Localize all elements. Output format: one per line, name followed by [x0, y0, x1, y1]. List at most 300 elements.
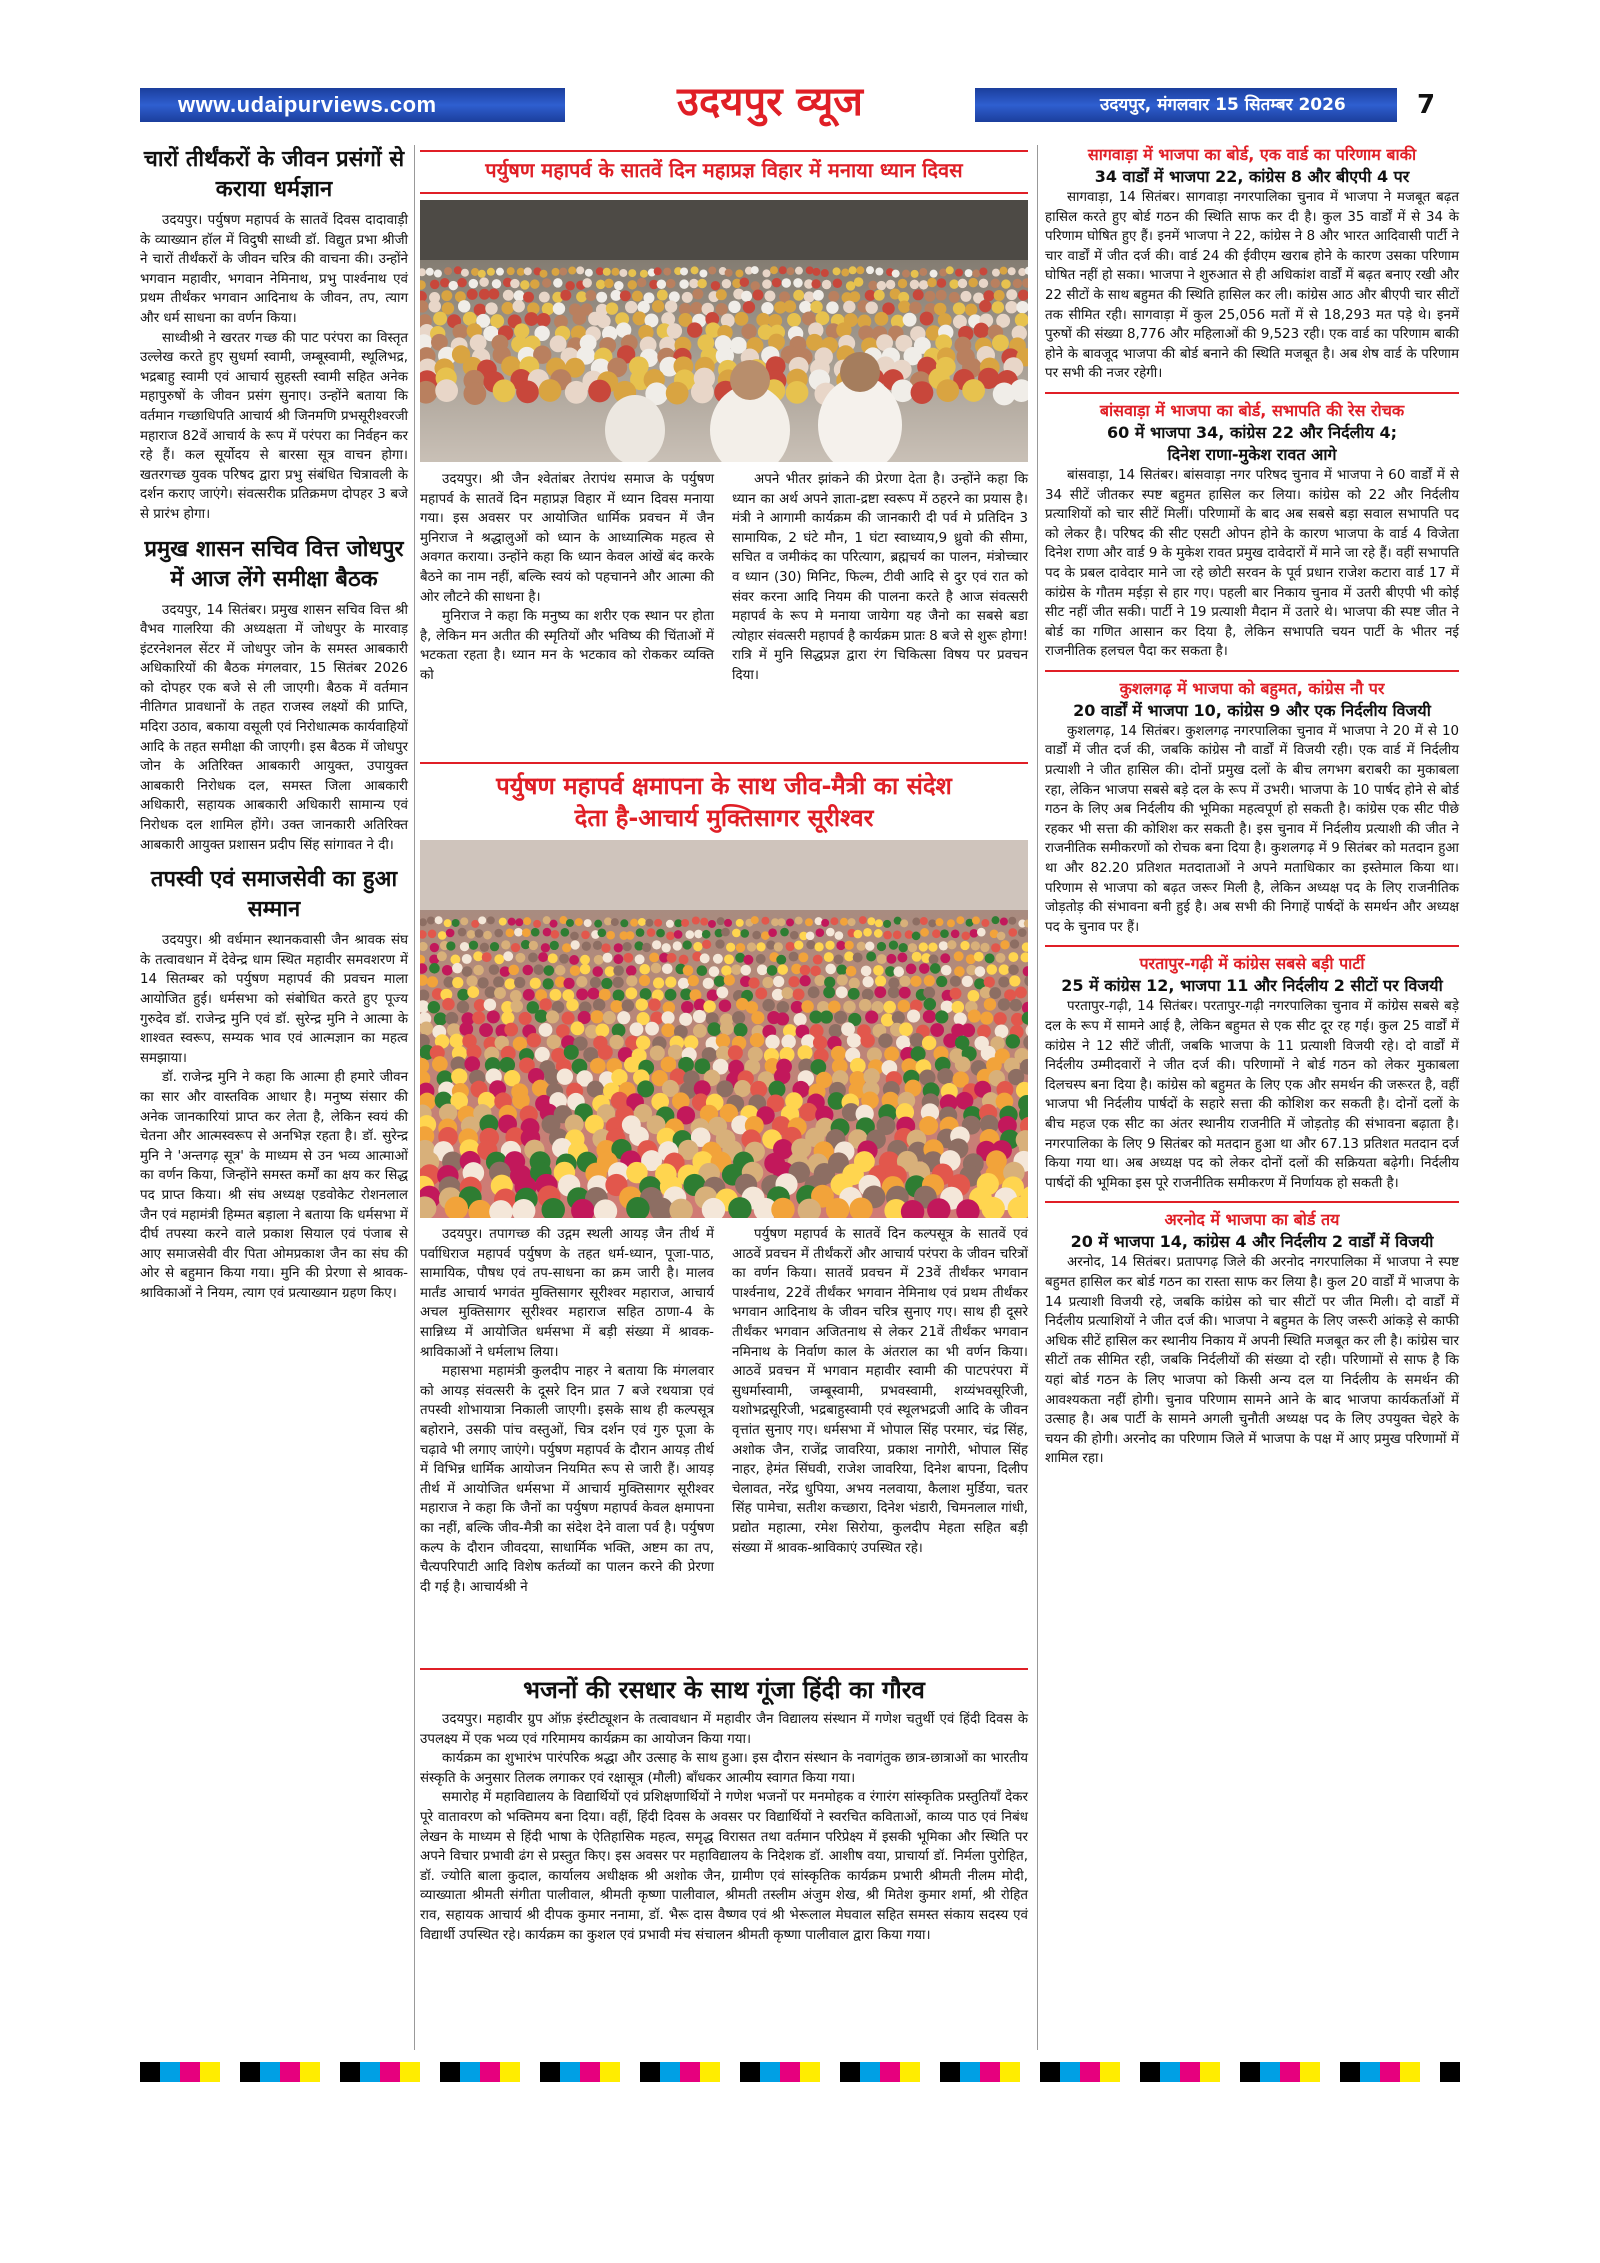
crowd-figure [493, 976, 504, 987]
crowd-figure [624, 1057, 640, 1073]
crowd-figure [648, 998, 661, 1011]
crowd-figure [452, 919, 460, 927]
crowd-figure [606, 931, 615, 940]
crowd-figure [442, 998, 455, 1011]
crowd-figure [681, 919, 689, 927]
crowd-figure [515, 953, 525, 963]
crowd-figure [762, 279, 771, 288]
crowd-figure [550, 989, 562, 1001]
crowd-figure [576, 988, 588, 1000]
crowd-figure [998, 998, 1011, 1011]
crowd-figure [813, 955, 823, 965]
crowd-figure [689, 279, 698, 288]
crowd-figure [426, 268, 434, 276]
crowd-figure [843, 1001, 856, 1014]
crowd-figure [980, 943, 989, 952]
crowd-figure [741, 291, 752, 302]
crowd-figure [893, 966, 904, 977]
crowd-figure [457, 1001, 470, 1014]
paragraph: उदयपुर। महावीर ग्रुप ऑफ़ इंस्टीट्यूशन के तत्वावधान में महावीर जैन विद्यालय संस्थान में गणेश चतुर्थी एवं हिंदी दिवस के उपलक्ष्य में एक भव्य एवं गरिमामय कार्यक्रम का आयोजन किया गया। [420, 1712, 1028, 1747]
crowd-figure [874, 290, 885, 301]
article-body-sagwara [1045, 188, 1459, 384]
crowd-figure [438, 931, 447, 940]
crowd-figure [692, 917, 700, 925]
crowd-figure [611, 918, 619, 926]
crowd-figure [697, 279, 706, 288]
crowd-figure [490, 942, 499, 951]
crowd-figure [429, 963, 440, 974]
crowd-figure [564, 1045, 579, 1060]
crowd-figure [849, 978, 860, 989]
paragraph: समारोह में महाविद्यालय के विद्यार्थियों एवं प्रशिक्षणार्थियों ने गणेश भजनों पर मनमोहक व रंगारंग सांस्कृतिक प्रस्तुतियाँ देकर पूरे वातावरण को भक्तिमय बना दिया। वहीं, हिंदी दिवस के अवसर पर विद्यार्थियों ने स्वरचित कविताओं, काव्य पाठ एवं निबंध लेखन के माध्यम से हिंदी भाषा के ऐतिहासिक महत्व, समृद्ध विरासत तथा वर्तमान परिप्रेक्ष्य में इसकी भूमिका और स्थिति पर अपने विचार प्रभावी ढंग से प्रस्तुत किए। इस अवसर पर महाविद्यालय के निदेशक डॉ. आशीष वया, प्राचार्या डॉ. निर्मला पुरोहित, डॉ. ज्योति बाला कुदाल, कार्यालय अधीक्षक श्री अशोक जैन, ग्रामीण एवं सांस्कृतिक कार्यक्रम प्रभारी श्रीमती नीलम मोदी, व्याख्याता श्रीमती संगीता पालीवाल, श्रीमती कृष्णा पालीवाल, श्रीमती तस्लीम अंजुम शेख, श्री मितेश कुमार शर्मा, श्री रोहित राव, सहायक आचार्य श्री दीपक कुमार ननामा, डॉ. भैरू दास वैष्णव एवं श्री भेरूलाल मेघवाल सहित समस्त संकाय सदस्य एवं विद्यार्थी उपस्थित रहे। कार्यक्रम का कुशल एवं प्रभावी मंच संचालन श्रीमती कृष्णा पालीवाल द्वारा किया गया। [420, 1790, 1028, 1943]
crowd-figure [968, 1009, 981, 1022]
crowd-figure [740, 277, 749, 286]
crowd-figure [877, 954, 887, 964]
left-column [140, 145, 408, 1304]
crowd-figure [694, 930, 703, 939]
divider [1045, 670, 1459, 672]
crowd-figure [661, 1023, 675, 1037]
crowd-figure [952, 1001, 965, 1014]
color-swatch [1000, 2062, 1020, 2082]
crowd-figure [920, 917, 928, 925]
crowd-figure [762, 977, 773, 988]
crowd-figure [972, 916, 980, 924]
crowd-figure [991, 943, 1000, 952]
crowd-figure [654, 267, 662, 275]
crowd-figure [507, 267, 515, 275]
crowd-figure [875, 919, 883, 927]
crowd-figure [862, 989, 874, 1001]
crowd-figure [645, 1022, 659, 1036]
crowd-figure [716, 289, 727, 300]
crowd-figure [892, 1011, 905, 1024]
crowd-figure [859, 999, 872, 1012]
crowd-figure [597, 314, 611, 328]
crowd-figure [836, 986, 848, 998]
crowd-figure [743, 301, 755, 313]
kshamapana-col1 [420, 1225, 714, 1597]
crowd-figure [435, 916, 443, 924]
crowd-figure [489, 964, 500, 975]
crowd-figure [570, 932, 579, 941]
crowd-figure [984, 998, 997, 1011]
crowd-figure [636, 1035, 650, 1049]
crowd-figure [846, 281, 855, 290]
article-title-banswara: बांसवाड़ा में भाजपा का बोर्ड, सभापति की रेस रोचक [1099, 400, 1405, 420]
crowd-figure [968, 278, 977, 287]
crowd-figure [848, 918, 856, 926]
crowd-figure [774, 942, 783, 951]
crowd-figure [726, 943, 735, 952]
crowd-figure [782, 987, 794, 999]
site-url[interactable]: www.udaipurviews.com [178, 92, 437, 117]
color-swatch [400, 2062, 420, 2082]
crowd-figure [823, 986, 835, 998]
crowd-figure [834, 1011, 847, 1024]
crowd-figure [965, 304, 977, 316]
crowd-figure [487, 268, 495, 276]
article-sub-arnod: 20 में भाजपा 14, कांग्रेस 4 और निर्दलीय 2 वार्डों में विजयी [1070, 1232, 1434, 1252]
article-sub-kushalgarh: 20 वार्डों में भाजपा 10, कांग्रेस 9 और एक निर्दलीय विजयी [1073, 700, 1431, 720]
color-swatch [1280, 2062, 1300, 2082]
crowd-figure [484, 999, 497, 1012]
crowd-figure [464, 1056, 480, 1072]
crowd-figure [767, 965, 778, 976]
crowd-figure [977, 1024, 991, 1038]
crowd-figure [1010, 939, 1019, 948]
article-title-hindi-diwas: भजनों की रसधार के साथ गूंजा हिंदी का गौरव [523, 1676, 925, 1704]
color-swatch [920, 2062, 940, 2082]
crowd-figure [777, 1001, 790, 1014]
crowd-figure [960, 941, 969, 950]
crowd-figure [787, 313, 801, 327]
color-swatch [380, 2062, 400, 2082]
crowd-figure [757, 965, 768, 976]
crowd-figure [432, 1056, 448, 1072]
crowd-figure [912, 952, 922, 962]
crowd-figure [702, 940, 711, 949]
crowd-figure [667, 323, 682, 338]
crowd-figure [822, 280, 831, 289]
crowd-figure [473, 965, 484, 976]
crowd-figure [884, 1047, 899, 1062]
crowd-figure [551, 930, 560, 939]
crowd-figure [651, 963, 662, 974]
crowd-figure [470, 334, 487, 351]
crowd-figure [984, 976, 995, 987]
crowd-figure [770, 266, 778, 274]
crowd-figure [939, 941, 948, 950]
crowd-figure [487, 1010, 500, 1023]
crowd-figure [457, 989, 469, 1001]
crowd-figure [535, 1010, 548, 1023]
crowd-figure [810, 301, 822, 313]
crowd-figure [1009, 975, 1020, 986]
color-swatch [1260, 2062, 1280, 2082]
crowd-figure [947, 940, 956, 949]
color-swatch [1100, 2062, 1120, 2082]
crowd-figure [523, 292, 534, 303]
crowd-figure [584, 919, 592, 927]
crowd-figure [500, 966, 511, 977]
crowd-figure [814, 942, 823, 951]
color-swatch [260, 2062, 280, 2082]
crowd-figure [622, 942, 631, 951]
crowd-figure [576, 976, 587, 987]
crowd-figure [786, 918, 794, 926]
crowd-figure [492, 279, 501, 288]
crowd-figure [764, 291, 775, 302]
crowd-figure [639, 964, 650, 975]
crowd-figure [981, 919, 989, 927]
article-title-kshamapana-line1: पर्युषण महापर्व क्षमापना के साथ जीव-मैत्री का संदेश [496, 772, 952, 800]
crowd-figure [874, 929, 883, 938]
crowd-figure [542, 278, 551, 287]
crowd-figure [461, 269, 469, 277]
crowd-figure [471, 920, 479, 928]
crowd-figure [828, 291, 839, 302]
crowd-figure [652, 940, 661, 949]
crowd-figure [954, 966, 965, 977]
crowd-figure [979, 267, 987, 275]
paragraph: कार्यक्रम का शुभारंभ पारंपरिक श्रद्धा और उत्साह के साथ हुआ। इस दौरान संस्थान के नवागंतुक छात्र-छात्राओं का भारतीय संस्कृति के अनुसार तिलक लगाकर एवं रक्षासूत्र (मौली) बाँधकर आत्मीय स्वागत किया गया। [420, 1751, 1028, 1786]
crowd-figure [590, 1058, 606, 1074]
crowd-figure [974, 952, 984, 962]
crowd-figure [428, 929, 437, 938]
crowd-figure [684, 1035, 698, 1049]
crowd-figure [683, 965, 694, 976]
crowd-figure [657, 289, 668, 300]
crowd-figure [469, 941, 478, 950]
color-swatch [320, 2062, 340, 2082]
article-sub-banswara-2: दिनेश राणा-मुकेश रावत आगे [1167, 444, 1337, 464]
crowd-figure [961, 931, 970, 940]
crowd-figure [517, 268, 525, 276]
crowd-figure [505, 978, 516, 989]
crowd-figure [449, 281, 458, 290]
crowd-figure [510, 279, 519, 288]
crowd-figure [765, 1035, 779, 1049]
crowd-figure [679, 955, 689, 965]
crowd-figure [688, 975, 699, 986]
crowd-figure [909, 301, 921, 313]
article-title-partapur: परतापुर-गढ़ी में कांग्रेस सबसे बड़ी पार्टी [1139, 954, 1365, 974]
crowd-figure [949, 292, 960, 303]
crowd-figure [430, 280, 439, 289]
crowd-figure [667, 953, 677, 963]
crowd-figure [865, 1011, 878, 1024]
crowd-figure [457, 278, 466, 287]
crowd-figure [433, 312, 447, 326]
crowd-figure [888, 986, 900, 998]
crowd-figure [772, 278, 781, 287]
crowd-figure [687, 322, 702, 337]
crowd-figure [991, 279, 1000, 288]
crowd-figure [794, 1013, 807, 1026]
crowd-figure [936, 379, 959, 402]
color-swatch [500, 2062, 520, 2082]
crowd-figure [883, 920, 891, 928]
color-swatch [680, 2062, 700, 2082]
crowd-figure [848, 988, 860, 1000]
crowd-figure [922, 1036, 936, 1050]
crowd-figure [642, 943, 651, 952]
crowd-figure [862, 976, 873, 987]
crowd-figure [441, 290, 452, 301]
column-rule [1037, 145, 1038, 2050]
crowd-figure [908, 943, 917, 952]
crowd-figure [700, 918, 708, 926]
crowd-figure [428, 1001, 441, 1014]
crowd-figure [992, 269, 1000, 277]
photo-kshamapana [420, 840, 1028, 1218]
crowd-figure [673, 941, 682, 950]
crowd-figure [541, 943, 550, 952]
crowd-figure [875, 268, 883, 276]
crowd-figure [626, 965, 637, 976]
crowd-figure [985, 953, 995, 963]
color-swatch [1040, 2062, 1060, 2082]
crowd-figure [444, 919, 452, 927]
crowd-figure [575, 918, 583, 926]
crowd-figure [859, 916, 867, 924]
crowd-figure [883, 1001, 896, 1014]
crowd-figure [794, 940, 803, 949]
color-swatch [520, 2062, 540, 2082]
crowd-figure [977, 928, 986, 937]
crowd-figure [707, 1022, 721, 1036]
crowd-figure [519, 1012, 532, 1025]
crowd-figure [924, 291, 935, 302]
crowd-figure [543, 978, 554, 989]
crowd-figure [975, 966, 986, 977]
crowd-figure [693, 942, 702, 951]
crowd-figure [1006, 289, 1017, 300]
color-swatch [1320, 2062, 1340, 2082]
crowd-figure [613, 954, 623, 964]
crowd-figure [553, 302, 565, 314]
crowd-figure [597, 928, 606, 937]
color-swatch [440, 2062, 460, 2082]
crowd-figure [580, 955, 590, 965]
crowd-figure [755, 988, 767, 1000]
crowd-figure [488, 289, 499, 300]
color-swatch [880, 2062, 900, 2082]
article-body-banswara [1045, 466, 1459, 662]
color-swatch [1340, 2062, 1360, 2082]
crowd-figure [603, 1011, 616, 1024]
crowd-figure [514, 928, 523, 937]
crowd-figure [691, 381, 714, 404]
color-swatch [620, 2062, 640, 2082]
crowd-figure [776, 1012, 789, 1025]
paragraph: डॉ. राजेन्द्र मुनि ने कहा कि आत्मा ही हमारे जीवन का सार और वास्तविक आधार है। मनुष्य संसार की अनेक जानकारियां प्राप्त कर लेता है, लेकिन स्वयं की चेतना और आत्मस्वरूप से अनभिज्ञ रहता है। डॉ. सुरेन्द्र मुनि ने 'अन्तगढ़ सूत्र' के माध्यम से उन भव्य आत्माओं का वर्णन किया, जिन्होंने समस्त कर्मों का क्षय कर सिद्ध पद प्राप्त किया। श्री संघ अध्यक्ष एडवोकेट रोशनलाल जैन एवं महामंत्री हिम्मत बड़ाला ने बताया कि धर्मसभा में दीर्घ तपस्या करने वाले प्रकाश सियाल एवं पंजाब से आए समाजसेवी वीर पिता ओमप्रकाश जैन का संघ की ओर से बहुमान किया गया। मुनि की प्रेरणा से श्रावक-श्राविकाओं ने नियम, त्याग एवं प्रत्याख्यान ग्रहण किए। [140, 1070, 408, 1301]
crowd-figure [1008, 917, 1016, 925]
paragraph: मुनिराज ने कहा कि मनुष्य का शरीर एक स्थान पर होता है, लेकिन मन अतीत की स्मृतियों और भविष्य की चिंताओं में भटकता रहता है। ध्यान मन के भटकाव को रोककर व्यक्ति को [420, 609, 714, 683]
color-swatch [1020, 2062, 1040, 2082]
crowd-figure [483, 931, 492, 940]
article-body-kushalgarh [1045, 722, 1459, 938]
crowd-figure [932, 929, 941, 938]
crowd-figure [665, 989, 677, 1001]
crowd-figure [442, 965, 453, 976]
crowd-figure [632, 291, 643, 302]
crowd-figure [570, 965, 581, 976]
crowd-figure [750, 281, 759, 290]
crowd-figure [592, 966, 603, 977]
crowd-figure [979, 300, 991, 312]
crowd-figure [715, 303, 727, 315]
crowd-figure [594, 955, 604, 965]
crowd-figure [598, 1045, 613, 1060]
crowd-figure [919, 280, 928, 289]
crowd-figure [833, 267, 841, 275]
crowd-figure [986, 964, 997, 975]
crowd-figure [531, 928, 540, 937]
color-swatch [940, 2062, 960, 2082]
color-swatch [960, 2062, 980, 2082]
crowd-figure [485, 302, 497, 314]
crowd-figure [923, 1010, 936, 1023]
crowd-figure [780, 928, 789, 937]
crowd-figure [787, 267, 795, 275]
crowd-figure [576, 266, 584, 274]
color-swatch [1420, 2062, 1440, 2082]
crowd-figure [539, 379, 562, 402]
crowd-figure [841, 269, 849, 277]
crowd-figure [533, 964, 544, 975]
crowd-figure [972, 270, 980, 278]
crowd-figure [635, 954, 645, 964]
crowd-figure [427, 976, 438, 987]
article-sub-sagwara: 34 वार्डों में भाजपा 22, कांग्रेस 8 और बीएपी 4 पर [1094, 167, 1410, 186]
crowd-figure [736, 919, 744, 927]
crowd-figure [552, 268, 560, 276]
crowd-figure [920, 312, 934, 326]
color-swatch [140, 2062, 160, 2082]
crowd-figure [467, 289, 478, 300]
crowd-figure [593, 999, 606, 1012]
crowd-figure [899, 976, 910, 987]
crowd-figure [480, 943, 489, 952]
crowd-figure [699, 269, 707, 277]
crowd-figure [613, 977, 624, 988]
color-swatch [1240, 2062, 1260, 2082]
crowd-figure [898, 300, 910, 312]
crowd-figure [902, 270, 910, 278]
article-title-tirthankar: चारों तीर्थंकरों के जीवन प्रसंगों से कराया धर्मज्ञान [143, 147, 405, 202]
crowd-figure [661, 1011, 674, 1024]
crowd-figure [678, 978, 689, 989]
crowd-figure [508, 965, 519, 976]
crowd-figure [946, 266, 954, 274]
dhyan-diwas-col2 [732, 470, 1028, 686]
crowd-figure [467, 930, 476, 939]
crowd-figure [924, 975, 935, 986]
crowd-figure [513, 300, 525, 312]
color-swatch [580, 2062, 600, 2082]
crowd-figure [713, 954, 723, 964]
crowd-figure [469, 279, 478, 288]
crowd-figure [899, 943, 908, 952]
crowd-figure [806, 266, 814, 274]
article-body-tirthankar [140, 211, 408, 525]
crowd-figure [494, 929, 503, 938]
crowd-figure [446, 941, 455, 950]
crowd-figure [983, 290, 994, 301]
crowd-figure [613, 989, 625, 1001]
crowd-figure [691, 266, 699, 274]
color-swatch [340, 2062, 360, 2082]
crowd-figure [692, 289, 703, 300]
color-swatch [280, 2062, 300, 2082]
crowd-figure [992, 301, 1004, 313]
color-swatch [420, 2062, 440, 2082]
crowd-figure [539, 998, 552, 1011]
crowd-figure [514, 290, 525, 301]
crowd-figure [961, 1023, 975, 1037]
color-swatch [1120, 2062, 1140, 2082]
crowd-figure [524, 312, 538, 326]
crowd-figure [790, 931, 799, 940]
color-swatch [1400, 2062, 1420, 2082]
crowd-figure [437, 951, 447, 961]
crowd-figure [420, 1021, 433, 1035]
color-swatch [780, 2062, 800, 2082]
crowd-figure [559, 954, 569, 964]
crowd-figure [679, 279, 688, 288]
